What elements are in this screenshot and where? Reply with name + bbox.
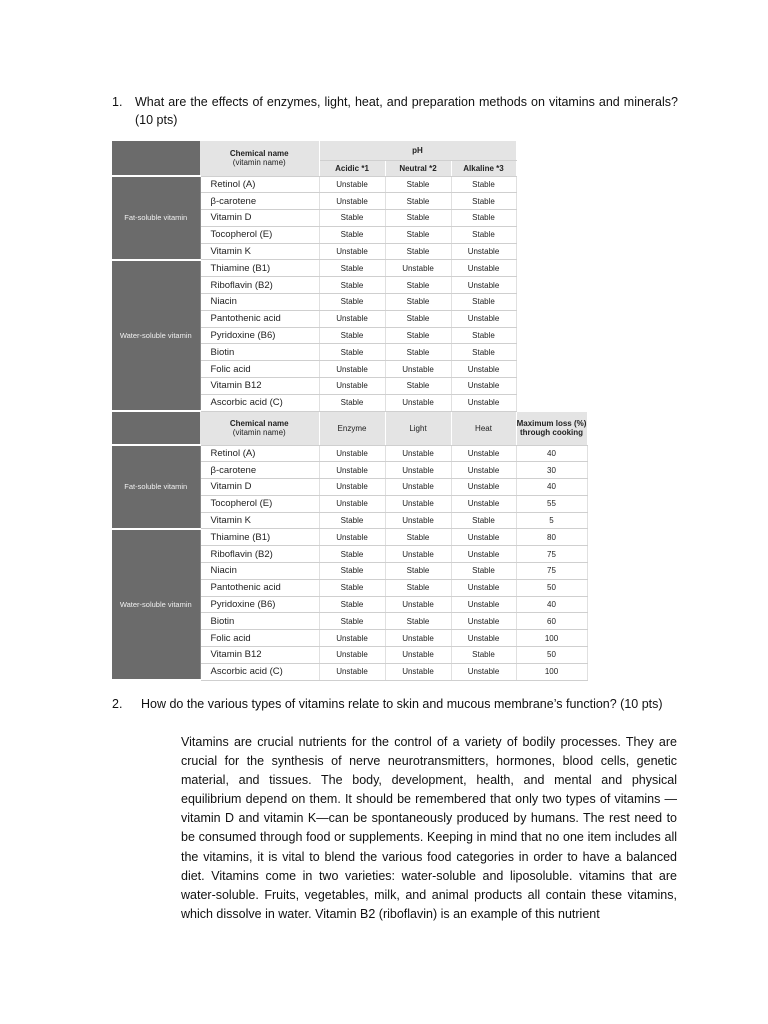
loss-cell: 60 — [516, 613, 587, 630]
neutral-cell: Stable — [385, 294, 451, 311]
neutral-cell: Unstable — [385, 361, 451, 378]
light-cell: Unstable — [385, 495, 451, 512]
heat-cell: Unstable — [451, 529, 516, 546]
acidic-cell: Stable — [319, 327, 385, 344]
vitamin-name-cell: Vitamin D — [200, 479, 319, 496]
loss-cell: 5 — [516, 512, 587, 529]
acidic-cell: Stable — [319, 260, 385, 277]
vitamin-name-cell: β-carotene — [200, 193, 319, 210]
loss-cell: 40 — [516, 479, 587, 496]
alkaline-cell: Stable — [451, 344, 516, 361]
neutral-cell: Stable — [385, 378, 451, 395]
alkaline-cell: Stable — [451, 294, 516, 311]
neutral-cell: Unstable — [385, 260, 451, 277]
light-cell: Unstable — [385, 512, 451, 529]
table2-header-heat: Heat — [451, 412, 516, 445]
acidic-cell: Stable — [319, 226, 385, 243]
table-row — [112, 260, 516, 277]
acidic-cell: Stable — [319, 277, 385, 294]
light-cell: Stable — [385, 529, 451, 546]
ph-stability-table — [112, 141, 517, 412]
loss-cell: 40 — [516, 445, 587, 462]
table1-header-acidic: Acidic *1 — [319, 160, 385, 176]
stability-loss-table — [112, 412, 588, 681]
neutral-cell: Stable — [385, 243, 451, 260]
neutral-cell: Stable — [385, 226, 451, 243]
vitamin-name-cell: Riboflavin (B2) — [200, 277, 319, 294]
loss-cell: 80 — [516, 529, 587, 546]
light-cell: Unstable — [385, 630, 451, 647]
enzyme-cell: Unstable — [319, 630, 385, 647]
table-row — [112, 445, 587, 462]
acidic-cell: Stable — [319, 394, 385, 411]
loss-cell: 55 — [516, 495, 587, 512]
heat-cell: Unstable — [451, 613, 516, 630]
alkaline-cell: Unstable — [451, 310, 516, 327]
table2-header-enzyme: Enzyme — [319, 412, 385, 445]
light-cell: Unstable — [385, 663, 451, 680]
light-cell: Stable — [385, 563, 451, 580]
light-cell: Unstable — [385, 479, 451, 496]
vitamin-name-cell: Vitamin K — [200, 243, 319, 260]
vitamin-name-cell: Ascorbic acid (C) — [200, 394, 319, 411]
enzyme-cell: Unstable — [319, 462, 385, 479]
question-2-text: How do the various types of vitamins relate to skin and mucous membrane’s function? (10 pts) — [141, 697, 663, 711]
neutral-cell: Stable — [385, 310, 451, 327]
enzyme-cell: Unstable — [319, 479, 385, 496]
alkaline-cell: Stable — [451, 210, 516, 227]
light-cell: Stable — [385, 613, 451, 630]
light-cell: Unstable — [385, 596, 451, 613]
vitamin-name-cell: Thiamine (B1) — [200, 529, 319, 546]
vitamin-name-cell: Niacin — [200, 563, 319, 580]
enzyme-cell: Stable — [319, 512, 385, 529]
light-cell: Unstable — [385, 647, 451, 664]
enzyme-cell: Stable — [319, 596, 385, 613]
table-row — [112, 529, 587, 546]
vitamin-name-cell: Tocopherol (E) — [200, 495, 319, 512]
neutral-cell: Stable — [385, 277, 451, 294]
alkaline-cell: Unstable — [451, 243, 516, 260]
loss-cell: 75 — [516, 546, 587, 563]
enzyme-cell: Stable — [319, 613, 385, 630]
acidic-cell: Unstable — [319, 193, 385, 210]
group-fat-soluble: Fat-soluble vitamin — [112, 445, 200, 529]
neutral-cell: Unstable — [385, 394, 451, 411]
vitamin-name-cell: Ascorbic acid (C) — [200, 663, 319, 680]
light-cell: Unstable — [385, 546, 451, 563]
light-cell: Unstable — [385, 445, 451, 462]
group-water-soluble: Water-soluble vitamin — [112, 529, 200, 680]
vitamin-name-cell: β-carotene — [200, 462, 319, 479]
loss-cell: 30 — [516, 462, 587, 479]
heat-cell: Stable — [451, 563, 516, 580]
vitamin-name-cell: Riboflavin (B2) — [200, 546, 319, 563]
question-2 — [112, 695, 692, 713]
vitamin-name-cell: Pantothenic acid — [200, 579, 319, 596]
alkaline-cell: Unstable — [451, 361, 516, 378]
vitamin-name-cell: Thiamine (B1) — [200, 260, 319, 277]
heat-cell: Unstable — [451, 495, 516, 512]
enzyme-cell: Unstable — [319, 529, 385, 546]
acidic-cell: Stable — [319, 210, 385, 227]
neutral-cell: Stable — [385, 327, 451, 344]
vitamin-name-cell: Pyridoxine (B6) — [200, 327, 319, 344]
alkaline-cell: Stable — [451, 226, 516, 243]
heat-cell: Unstable — [451, 663, 516, 680]
heat-cell: Unstable — [451, 630, 516, 647]
acidic-cell: Unstable — [319, 176, 385, 193]
table1-corner — [112, 141, 200, 176]
table2-header-light: Light — [385, 412, 451, 445]
vitamin-name-cell: Retinol (A) — [200, 445, 319, 462]
vitamin-name-cell: Retinol (A) — [200, 176, 319, 193]
table1-header-chemical: Chemical name (vitamin name) — [200, 141, 319, 176]
question-2-number: 2. — [112, 697, 123, 711]
alkaline-cell: Unstable — [451, 394, 516, 411]
enzyme-cell: Unstable — [319, 663, 385, 680]
neutral-cell: Stable — [385, 344, 451, 361]
light-cell: Unstable — [385, 462, 451, 479]
heat-cell: Unstable — [451, 596, 516, 613]
alkaline-cell: Unstable — [451, 260, 516, 277]
heat-cell: Unstable — [451, 445, 516, 462]
table1-header-alkaline: Alkaline *3 — [451, 160, 516, 176]
table2-corner — [112, 412, 200, 445]
vitamin-name-cell: Vitamin K — [200, 512, 319, 529]
answer-2-paragraph: Vitamins are crucial nutrients for the control of a variety of bodily processes. They are crucial for the synthesis of nerve neurotransmitters, hormones, blood cells, genetic material, and tissues. The body, development, health, and mental and physical equilibrium depend on them. It should be remembered that only two types of vitamins —vitamin D and vitamin K—can be spontaneously produced by humans. The rest need to be consumed through food or supplements. Keeping in mind that no one item includes all the vitamins, it is vital to blend the various food categories in order to have a balanced diet. Vitamins come in two varieties: water-soluble and liposoluble. vitamins that are water-soluble. Fruits, vegetables, milk, and animal products all contain these vitamins, which dissolve in water. Vitamin B2 (riboflavin) is an example of this nutrient — [181, 735, 677, 921]
neutral-cell: Stable — [385, 210, 451, 227]
acidic-cell: Unstable — [319, 243, 385, 260]
heat-cell: Unstable — [451, 479, 516, 496]
group-fat-soluble: Fat-soluble vitamin — [112, 176, 200, 260]
heat-cell: Stable — [451, 512, 516, 529]
enzyme-cell: Stable — [319, 579, 385, 596]
vitamin-name-cell: Biotin — [200, 344, 319, 361]
table2-header-chemical: Chemical name (vitamin name) — [200, 412, 319, 445]
enzyme-cell: Stable — [319, 546, 385, 563]
loss-cell: 50 — [516, 579, 587, 596]
acidic-cell: Unstable — [319, 378, 385, 395]
alkaline-cell: Stable — [451, 193, 516, 210]
vitamin-name-cell: Vitamin B12 — [200, 647, 319, 664]
heat-cell: Unstable — [451, 462, 516, 479]
table-row — [112, 176, 516, 193]
table2-header-max-loss: Maximum loss (%) through cooking — [516, 412, 587, 445]
neutral-cell: Stable — [385, 193, 451, 210]
question-1 — [112, 93, 678, 129]
loss-cell: 100 — [516, 630, 587, 647]
alkaline-cell: Unstable — [451, 378, 516, 395]
acidic-cell: Unstable — [319, 310, 385, 327]
acidic-cell: Stable — [319, 294, 385, 311]
vitamin-name-cell: Pantothenic acid — [200, 310, 319, 327]
heat-cell: Unstable — [451, 579, 516, 596]
enzyme-cell: Unstable — [319, 495, 385, 512]
vitamin-name-cell: Pyridoxine (B6) — [200, 596, 319, 613]
vitamin-name-cell: Niacin — [200, 294, 319, 311]
heat-cell: Stable — [451, 647, 516, 664]
heat-cell: Unstable — [451, 546, 516, 563]
vitamin-name-cell: Tocopherol (E) — [200, 226, 319, 243]
loss-cell: 40 — [516, 596, 587, 613]
neutral-cell: Stable — [385, 176, 451, 193]
table1-header-ph: pH — [319, 141, 516, 160]
vitamin-name-cell: Vitamin D — [200, 210, 319, 227]
question-1-text: What are the effects of enzymes, light, heat, and preparation methods on vitamins and minerals? (10 pts) — [135, 95, 678, 127]
alkaline-cell: Stable — [451, 176, 516, 193]
loss-cell: 50 — [516, 647, 587, 664]
loss-cell: 100 — [516, 663, 587, 680]
light-cell: Stable — [385, 579, 451, 596]
enzyme-cell: Unstable — [319, 647, 385, 664]
vitamin-name-cell: Vitamin B12 — [200, 378, 319, 395]
enzyme-cell: Stable — [319, 563, 385, 580]
vitamin-name-cell: Folic acid — [200, 630, 319, 647]
vitamin-name-cell: Folic acid — [200, 361, 319, 378]
vitamin-name-cell: Biotin — [200, 613, 319, 630]
table1-header-neutral: Neutral *2 — [385, 160, 451, 176]
alkaline-cell: Unstable — [451, 277, 516, 294]
question-1-number: 1. — [112, 95, 123, 109]
acidic-cell: Unstable — [319, 361, 385, 378]
group-water-soluble: Water-soluble vitamin — [112, 260, 200, 411]
loss-cell: 75 — [516, 563, 587, 580]
alkaline-cell: Stable — [451, 327, 516, 344]
enzyme-cell: Unstable — [319, 445, 385, 462]
acidic-cell: Stable — [319, 344, 385, 361]
